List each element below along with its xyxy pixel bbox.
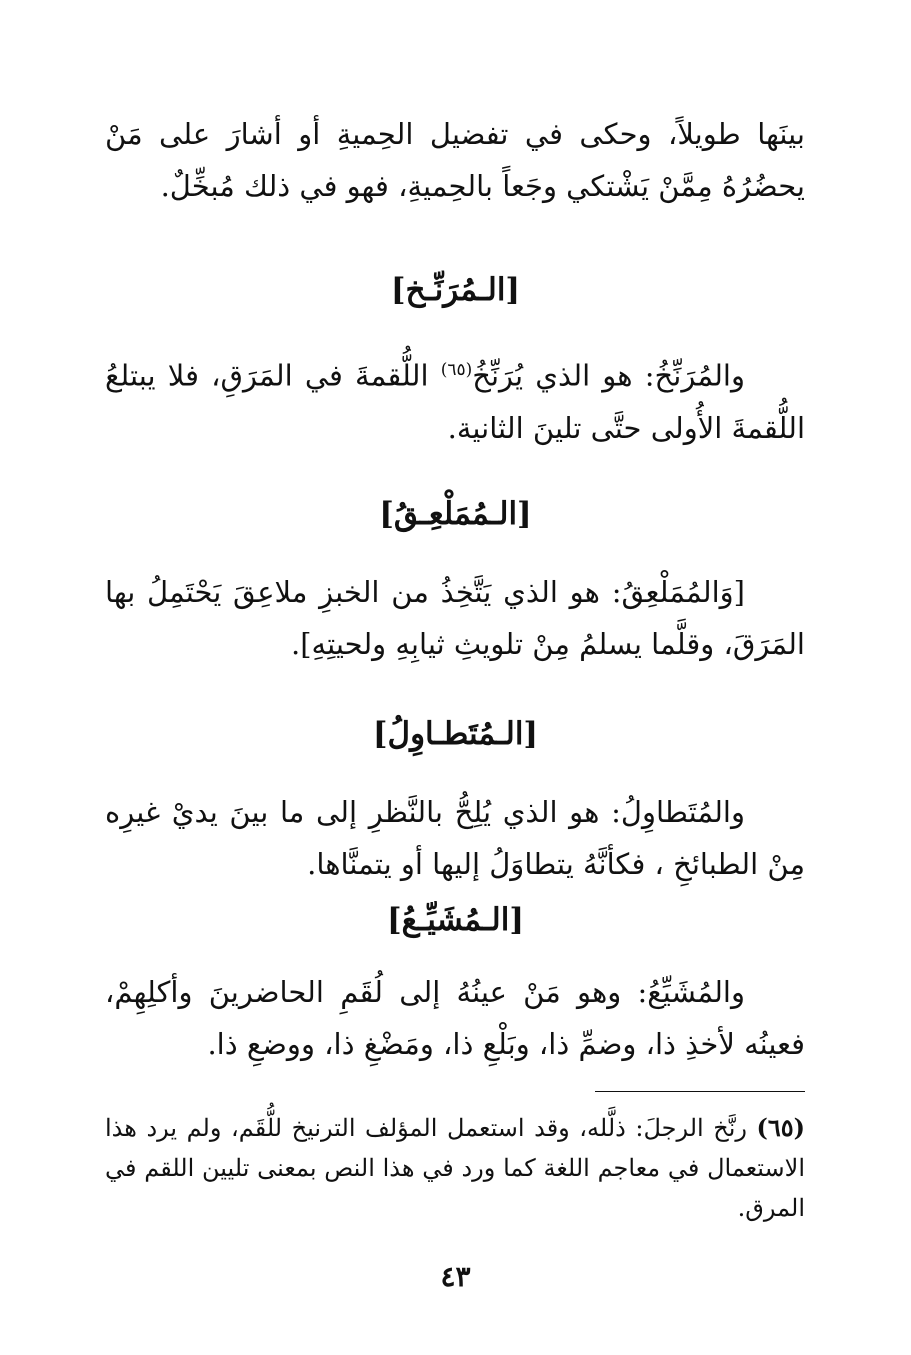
heading-muranikh: [الـمُرَنِّـخ] [390, 272, 521, 308]
paragraph-mumaliq [105, 566, 805, 670]
footnote [105, 1108, 805, 1228]
paragraph-mushayyi [105, 966, 805, 1070]
paragraph-mushayyi-text: والمُشَيِّعُ: وهو مَنْ عينُهُ إلى لُقَمِ الحاضرينَ وأكلِهِمْ، فعينُه لأخذِ ذا، وضمِّ ذا، وبَلْعِ ذا، ومَضْغِ ذا، ووضعِ ذا. [105, 975, 805, 1061]
footnote-text: رنَّخ الرجلَ: ذلَّله، وقد استعمل المؤلف الترنيخ للُّقَم، ولم يرد هذا الاستعمال في معاجم اللغة كما ورد في هذا النص بمعنى تليين اللقم في المرق. [105, 1114, 805, 1222]
heading-mumaliq: [الـمُمَلْعِـقُ] [379, 496, 532, 532]
paragraph-mutatawil [105, 786, 805, 890]
paragraph-mutatawil-text: والمُتَطاوِلُ: هو الذي يُلِحُّ بالنَّظرِ إلى ما بينَ يديْ غيرِه مِنْ الطبائخِ ، فكأنَّهُ يتطاوَلُ إليها أو يتمنَّاها. [105, 795, 805, 881]
paragraph-muranikh-text: والمُرَنِّخُ: هو الذي يُرَنِّخُ [472, 358, 745, 393]
paragraph-mumaliq-text: [وَالمُمَلْعِقُ: هو الذي يَتَّخِذُ من الخبزِ ملاعِقَ يَحْتَمِلُ بها المَرَقَ، وقلَّما يسلمُ مِنْ تلويثِ ثيابِهِ ولحيتِهِ]. [105, 575, 805, 661]
intro-paragraph [105, 108, 805, 212]
paragraph-muranikh [105, 344, 805, 454]
footnote-number: (٦٥) [756, 1113, 805, 1142]
page-number: ٤٣ [440, 1260, 471, 1293]
heading-mushayyi: [الـمُشَيِّـعُ] [387, 902, 524, 938]
footnote-separator [595, 1091, 805, 1092]
heading-mutatawil: [الـمُتَطـاوِلُ] [372, 716, 539, 752]
paragraph-muranikh-text-cont: اللُّقمةَ في المَرَقِ، فلا يبتلعُ اللُّقمةَ الأُولى حتَّى تلينَ الثانية. [105, 358, 805, 445]
footnote-reference[interactable]: (٦٥) [440, 360, 473, 380]
intro-text: بينَها طويلاً، وحكى في تفضيل الحِميةِ أو أشارَ على مَنْ يحضُرُهُ مِمَّنْ يَشْتكي وجَعاً بالحِميةِ، فهو في ذلك مُبخِّلٌ. [105, 117, 805, 203]
